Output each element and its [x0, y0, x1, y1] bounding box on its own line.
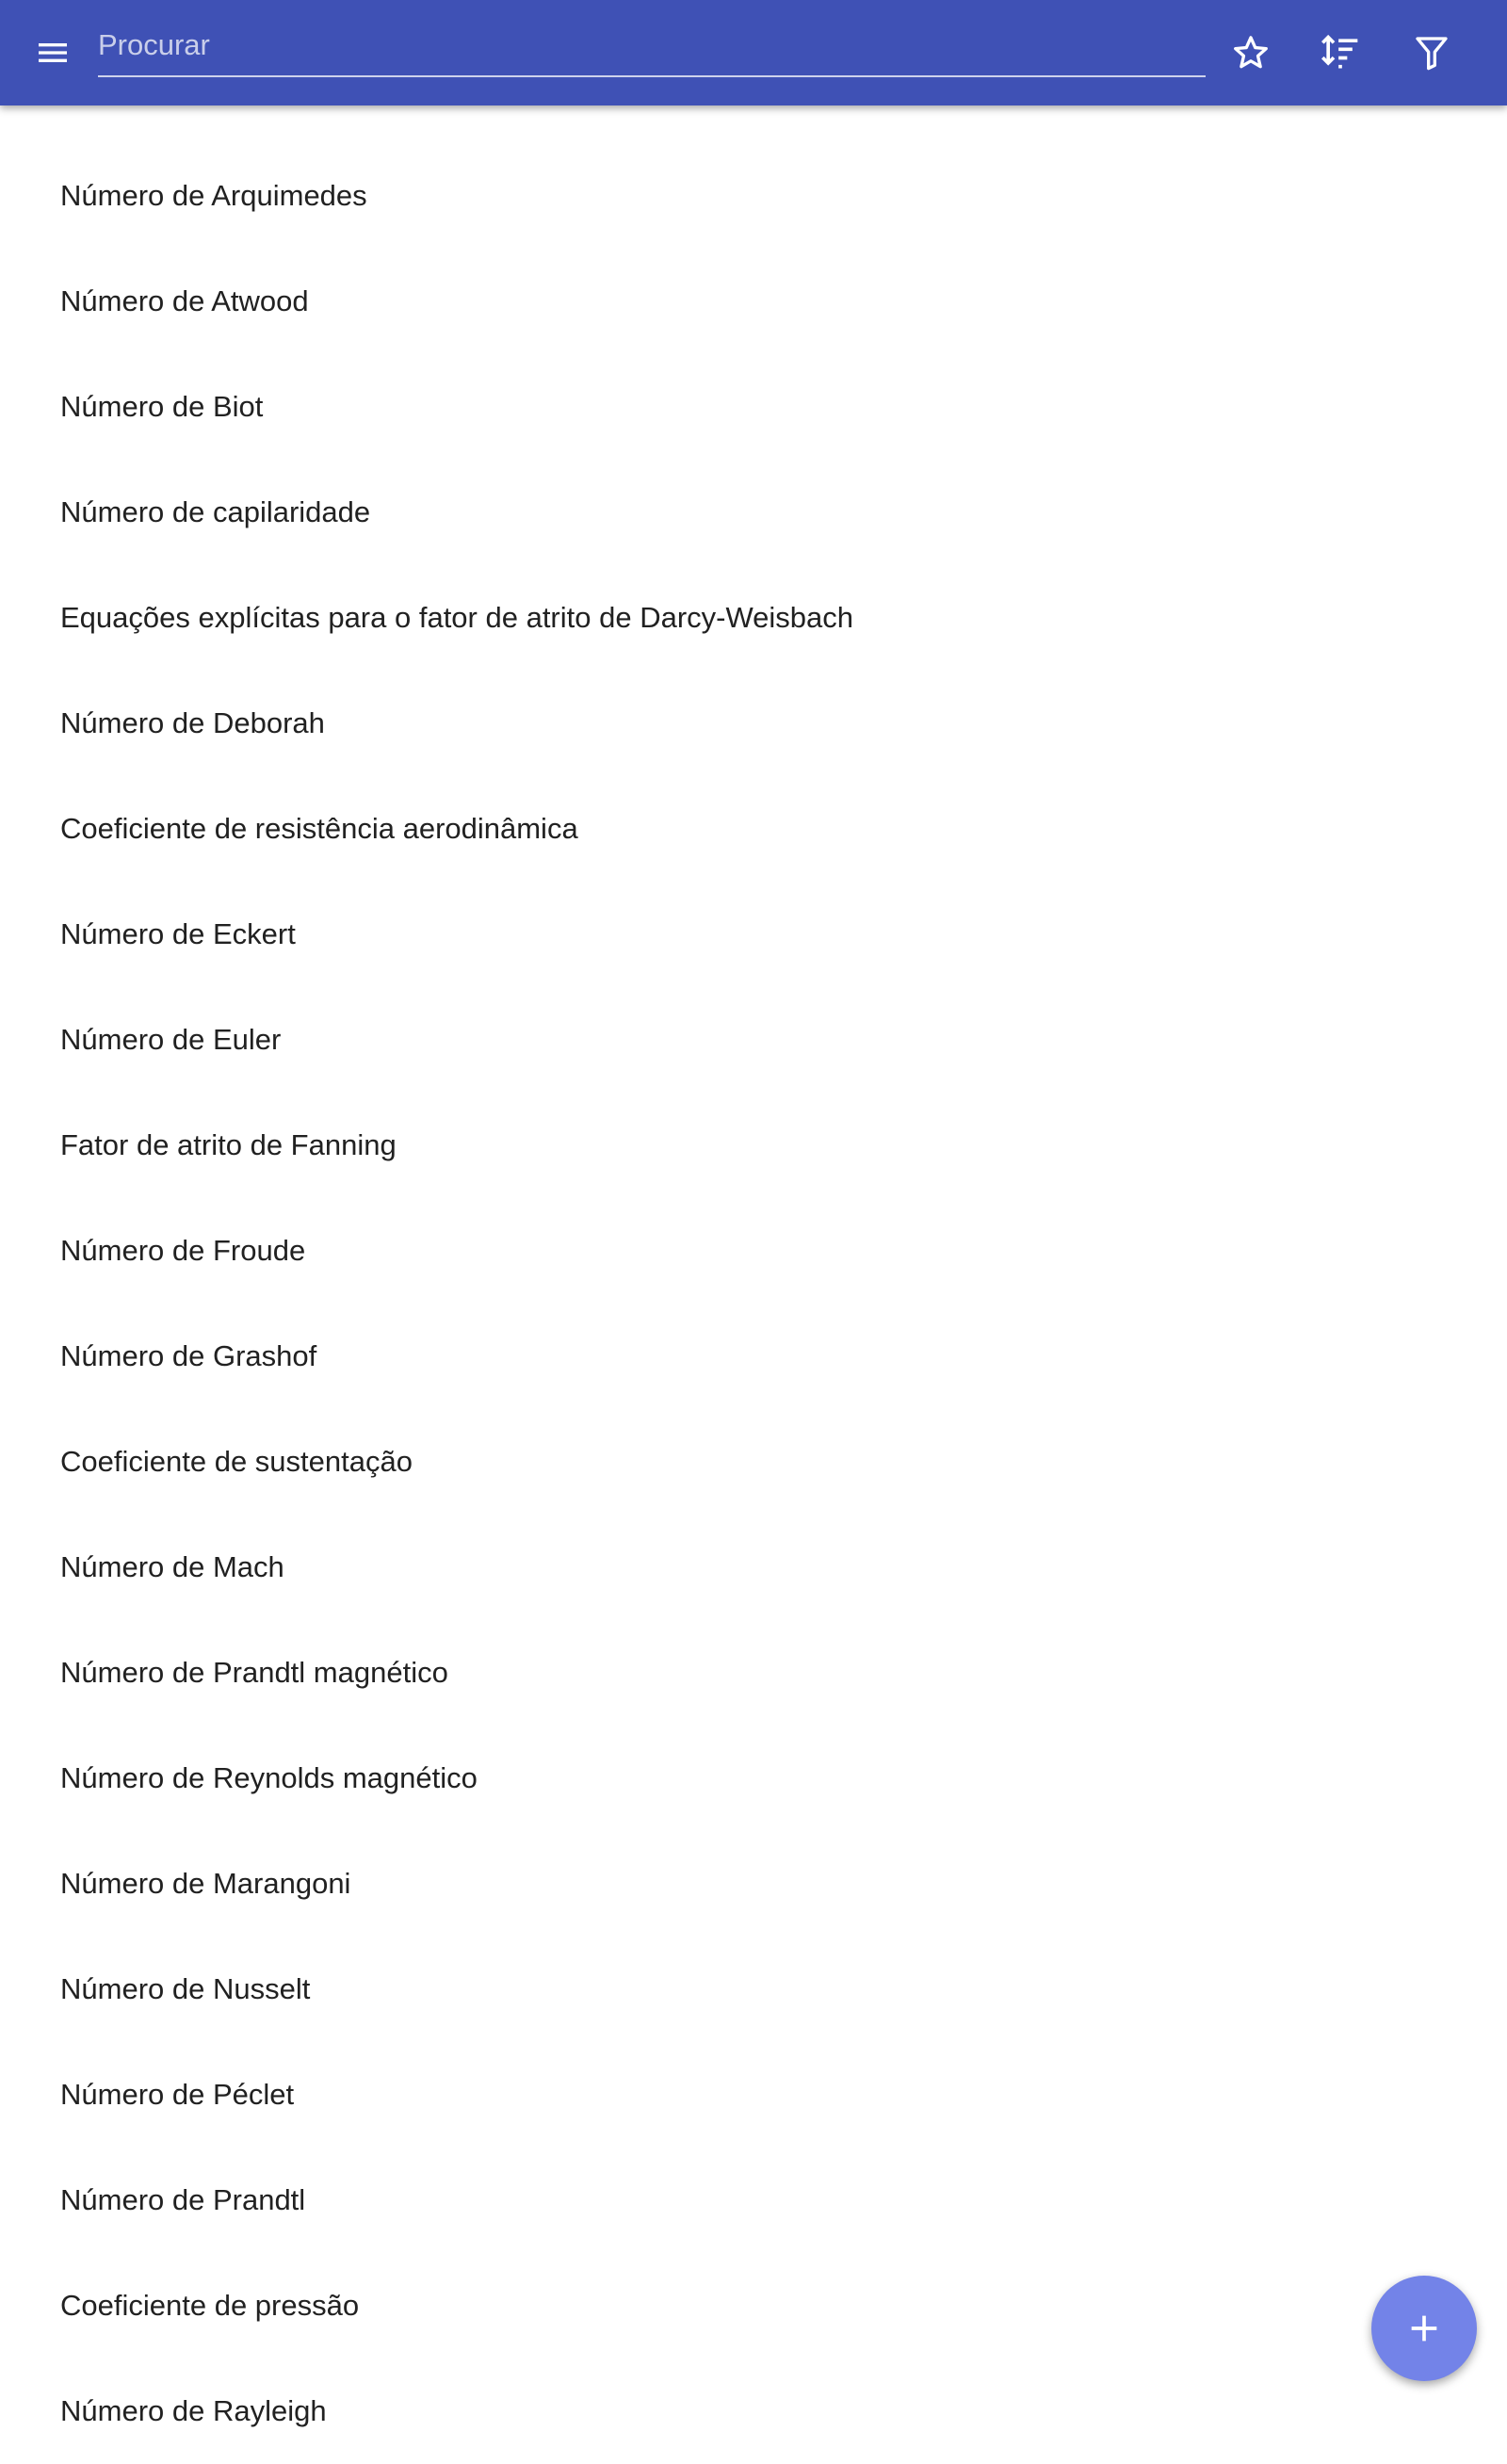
- filter-icon: [1413, 34, 1450, 72]
- list-item[interactable]: Número de Biot: [60, 390, 264, 423]
- list-item[interactable]: Número de Reynolds magnético: [60, 1761, 478, 1794]
- search-input[interactable]: [98, 21, 1206, 70]
- add-button[interactable]: [1371, 2276, 1477, 2381]
- list-item[interactable]: Fator de atrito de Fanning: [60, 1128, 397, 1161]
- list-item[interactable]: Número de Prandtl magnético: [60, 1656, 448, 1689]
- list-item[interactable]: Coeficiente de resistência aerodinâmica: [60, 812, 578, 845]
- list-item[interactable]: Número de Grashof: [60, 1339, 317, 1372]
- app-bar: [0, 0, 1507, 105]
- list-item[interactable]: Número de Rayleigh: [60, 2394, 327, 2427]
- list-item[interactable]: Número de Péclet: [60, 2078, 295, 2111]
- favorites-button[interactable]: [1208, 10, 1293, 95]
- list-item[interactable]: Coeficiente de sustentação: [60, 1445, 413, 1478]
- list-item[interactable]: Equações explícitas para o fator de atrito de Darcy-Weisbach: [60, 601, 854, 634]
- list-item[interactable]: Número de capilaridade: [60, 495, 371, 528]
- sort-icon: [1320, 32, 1361, 73]
- list-item[interactable]: Número de Eckert: [60, 917, 296, 950]
- results-list: [0, 105, 1507, 2464]
- list-item[interactable]: Número de Atwood: [60, 284, 309, 317]
- menu-button[interactable]: [10, 10, 95, 95]
- list-item[interactable]: Número de Nusselt: [60, 1972, 311, 2005]
- list-item[interactable]: Número de Mach: [60, 1550, 284, 1583]
- list-item[interactable]: Número de Arquimedes: [60, 179, 367, 212]
- sort-button[interactable]: [1298, 10, 1383, 95]
- list-item[interactable]: Número de Deborah: [60, 706, 325, 739]
- list-item[interactable]: Número de Marangoni: [60, 1867, 351, 1900]
- list-item[interactable]: Número de Euler: [60, 1023, 282, 1056]
- menu-icon: [34, 34, 72, 72]
- plus-icon: [1405, 2310, 1443, 2347]
- search-field: [98, 21, 1206, 77]
- list-item[interactable]: Coeficiente de pressão: [60, 2289, 360, 2322]
- star-outline-icon: [1231, 33, 1271, 73]
- list-item[interactable]: Número de Froude: [60, 1234, 306, 1267]
- filter-button[interactable]: [1389, 10, 1474, 95]
- list-item[interactable]: Número de Prandtl: [60, 2183, 306, 2216]
